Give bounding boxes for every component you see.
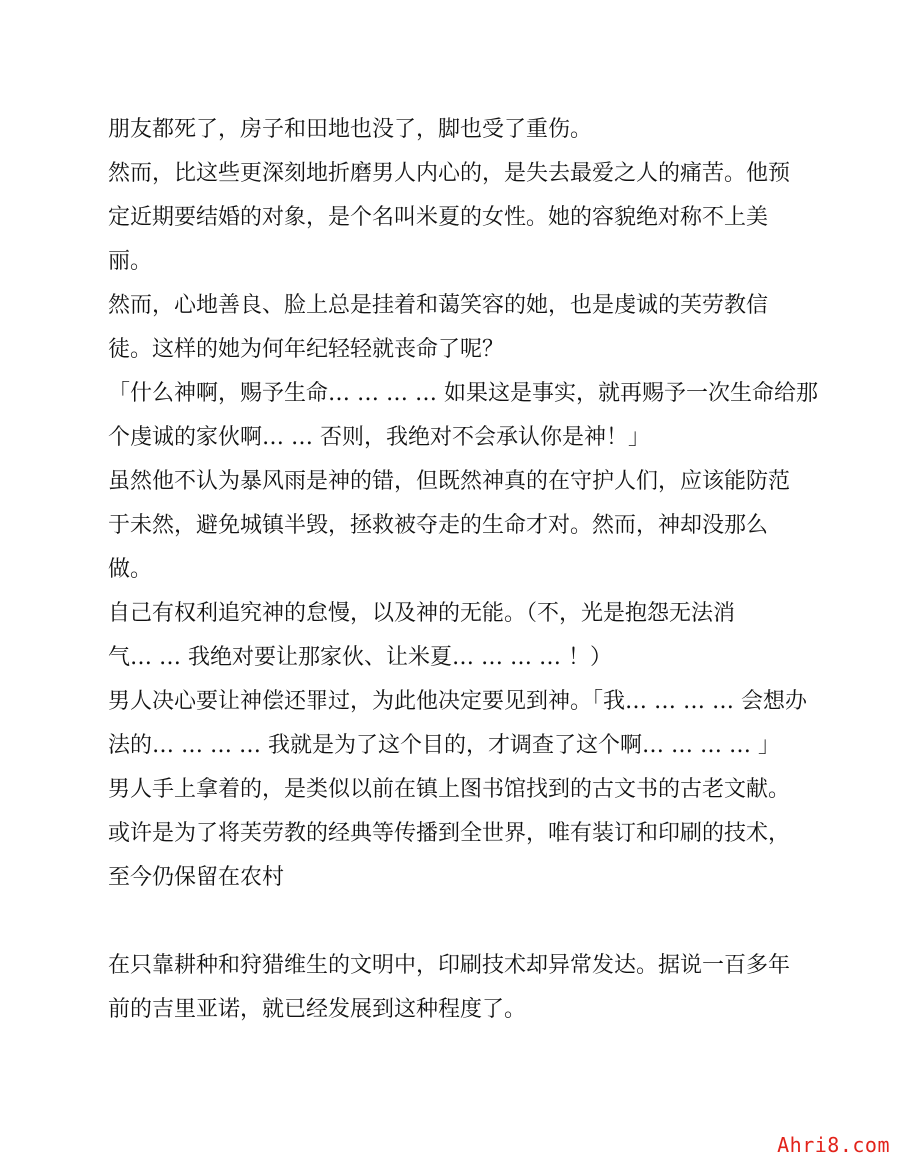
text-line: 丽。 [108, 249, 153, 274]
text-line: 在只靠耕种和狩猎维生的文明中，印刷技术却异常发达。据说一百多年 [108, 953, 791, 978]
text-line: 男人手上拿着的，是类似以前在镇上图书馆找到的古文书的古老文献。 [108, 777, 791, 802]
text-line: 「什么神啊，赐予生命… … … … 如果这是事实，就再赐予一次生命给那 [108, 381, 818, 406]
text-line: 法的… … … … 我就是为了这个目的，才调查了这个啊… … … … 」 [108, 733, 780, 758]
watermark-text: Ahri8.com [777, 1133, 890, 1157]
text-line: 虽然他不认为暴风雨是神的错，但既然神真的在守护人们，应该能防范 [108, 469, 791, 494]
text-line: 男人决心要让神偿还罪过，为此他决定要见到神。「我… … … … 会想办 [108, 689, 807, 714]
text-line: 至今仍保留在农村 [108, 865, 285, 890]
text-line: 定近期要结婚的对象，是个名叫米夏的女性。她的容貌绝对称不上美 [108, 205, 769, 230]
text-line: 然而，心地善良、脸上总是挂着和蔼笑容的她，也是虔诚的芙劳教信 [108, 293, 769, 318]
text-line: 徒。这样的她为何年纪轻轻就丧命了呢？ [108, 337, 505, 362]
text-line: 气… … 我绝对要让那家伙、让米夏… … … … ！） [108, 645, 612, 670]
text-line: 或许是为了将芙劳教的经典等传播到全世界，唯有装订和印刷的技术， [108, 821, 791, 846]
text-line: 个虔诚的家伙啊… … 否则，我绝对不会承认你是神！」 [108, 425, 650, 450]
text-line: 于未然，避免城镇半毁，拯救被夺走的生命才对。然而，神却没那么 [108, 513, 769, 538]
paragraph-break [108, 900, 798, 944]
body-text [108, 108, 818, 1032]
text-line: 然而，比这些更深刻地折磨男人内心的，是失去最爱之人的痛苦。他预 [108, 161, 791, 186]
text-line: 朋友都死了，房子和田地也没了，脚也受了重伤。 [108, 117, 593, 142]
text-line: 做。 [108, 557, 153, 582]
text-line: 自己有权利追究神的怠慢，以及神的无能。（不，光是抱怨无法消 [108, 601, 736, 626]
text-line: 前的吉里亚诺，就已经发展到这种程度了。 [108, 997, 527, 1022]
